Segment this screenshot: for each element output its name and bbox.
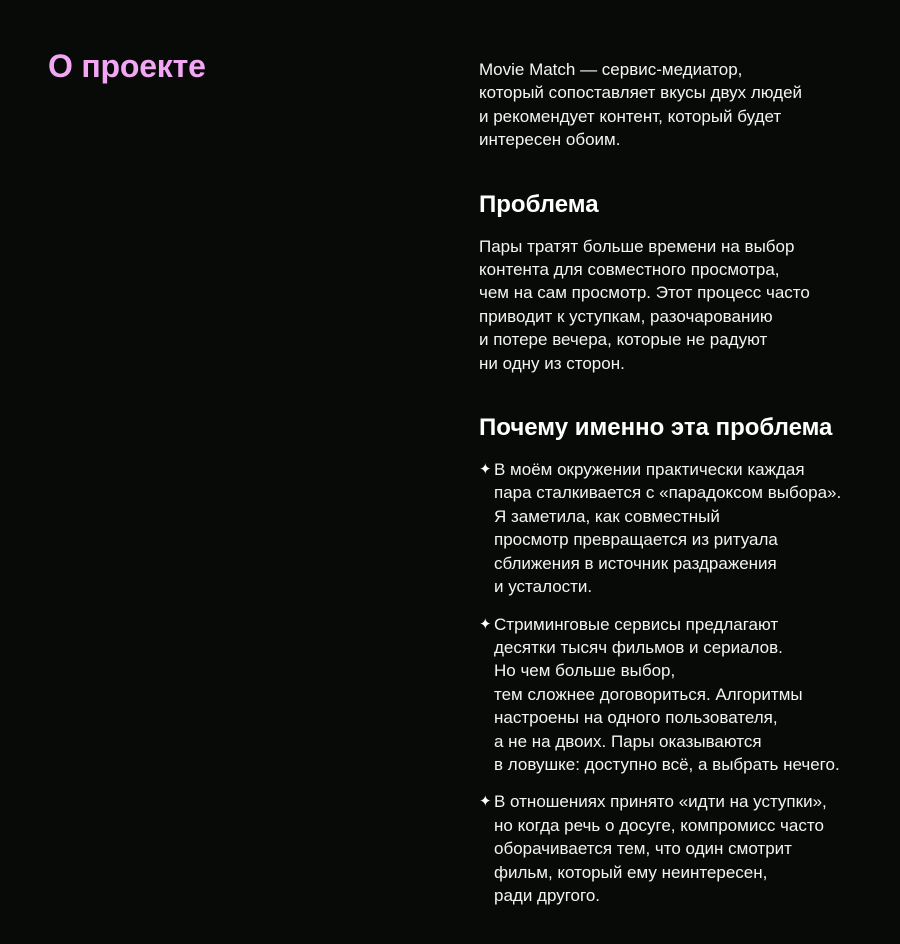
- reason-line: и усталости.: [494, 577, 593, 597]
- problem-line: и потере вечера, которые не радуют: [479, 330, 768, 350]
- intro-line: который сопоставляет вкусы двух людей: [479, 83, 803, 103]
- reason-line: тем сложнее договориться. Алгоритмы: [494, 684, 803, 704]
- reason-item: [479, 790, 879, 907]
- why-heading: Почему именно эта проблема: [479, 414, 833, 442]
- reasons-list: [479, 458, 879, 907]
- reason-item: [479, 458, 879, 598]
- project-content: [479, 58, 879, 921]
- reason-line: оборачивается тем, что один смотрит: [494, 839, 792, 859]
- reason-line: сближения в источник раздражения: [494, 553, 777, 573]
- problem-line: Пары тратят больше времени на выбор: [479, 236, 795, 256]
- reason-line: просмотр превращается из ритуала: [494, 530, 778, 550]
- four-point-star-icon: ✦: [479, 615, 492, 633]
- intro-line: Movie Match — сервис-медиатор,: [479, 60, 743, 79]
- page-title: О проекте: [48, 48, 206, 84]
- reason-line: Я заметила, как совместный: [494, 506, 720, 526]
- four-point-star-icon: ✦: [479, 461, 492, 479]
- reason-line: в ловушке: доступно всё, а выбрать нечего.: [494, 754, 840, 774]
- problem-paragraph: [479, 235, 879, 375]
- reason-line: пара сталкивается с «парадоксом выбора».: [494, 483, 842, 503]
- intro-line: и рекомендует контент, который будет: [479, 106, 782, 126]
- reason-line: а не на двоих. Пары оказываются: [494, 731, 762, 751]
- reason-item: [479, 613, 879, 777]
- reason-line: десятки тысяч фильмов и сериалов.: [494, 637, 783, 657]
- reason-line: ради другого.: [494, 885, 601, 905]
- four-point-star-icon: ✦: [479, 793, 492, 811]
- problem-line: приводит к уступкам, разочарованию: [479, 306, 773, 326]
- reason-line: В моём окружении практически каждая: [494, 460, 805, 480]
- problem-heading: Проблема: [479, 190, 599, 218]
- problem-line: ни одну из сторон.: [479, 353, 625, 373]
- reason-line: Но чем больше выбор,: [494, 661, 676, 681]
- problem-line: чем на сам просмотр. Этот процесс часто: [479, 283, 810, 303]
- reason-line: настроены на одного пользователя,: [494, 708, 778, 728]
- intro-line: интересен обоим.: [479, 130, 621, 150]
- intro-paragraph: [479, 58, 879, 152]
- problem-line: контента для совместного просмотра,: [479, 260, 780, 280]
- reason-line: Стриминговые сервисы предлагают: [494, 614, 779, 634]
- reason-line: но когда речь о досуге, компромисс часто: [494, 815, 824, 835]
- reason-line: фильм, который ему неинтересен,: [494, 862, 768, 882]
- reason-line: В отношениях принято «идти на уступки»,: [494, 792, 827, 812]
